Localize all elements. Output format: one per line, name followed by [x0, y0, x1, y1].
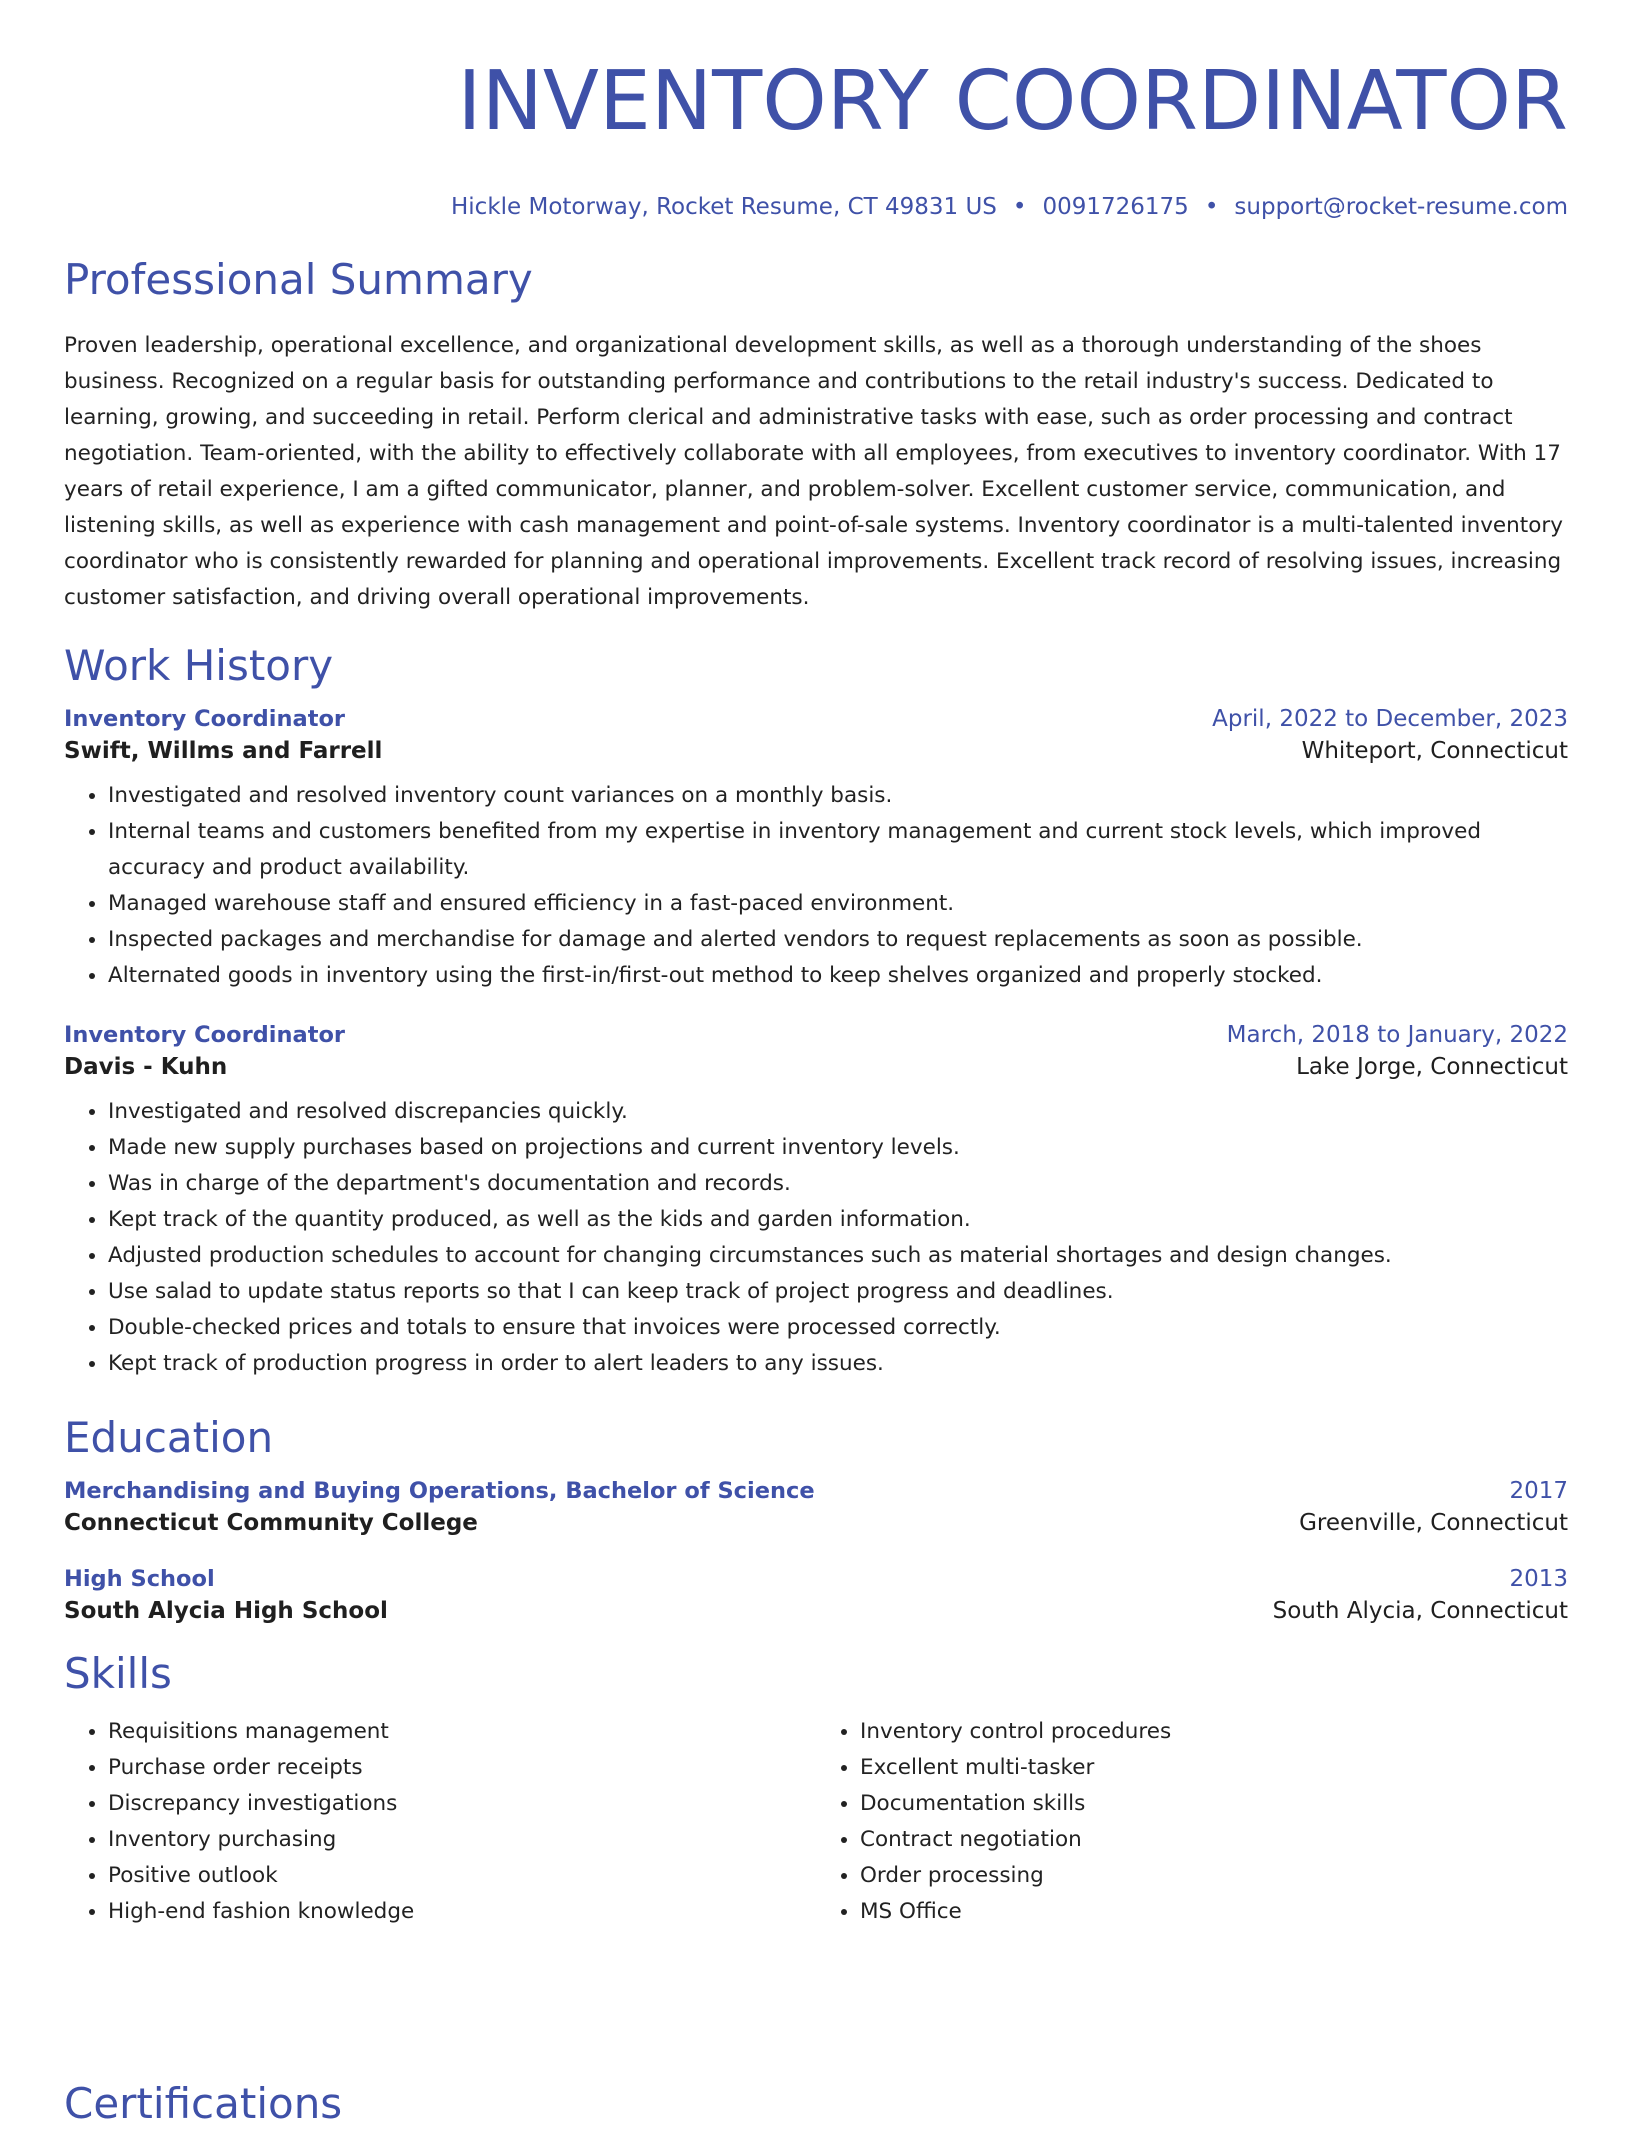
skill-item: • Order processing	[860, 1858, 1568, 1894]
contact-separator: •	[1204, 194, 1219, 220]
skill-item: • Inventory control procedures	[860, 1714, 1568, 1750]
list-item: • Adjusted production schedules to account for changing circumstances such as material shortages and design changes.	[108, 1238, 1568, 1274]
skill-item: • Purchase order receipts	[108, 1750, 816, 1786]
list-item: • Inspected packages and merchandise for damage and alerted vendors to request replacements as soon as possible.	[108, 922, 1568, 958]
contact-address: Hickle Motorway, Rocket Resume, CT 49831 US	[450, 194, 997, 220]
education-subheader	[64, 1598, 1568, 1624]
skill-item: • Inventory purchasing	[108, 1822, 816, 1858]
list-item: • Double-checked prices and totals to ensure that invoices were processed correctly.	[108, 1310, 1568, 1346]
summary-heading: Professional Summary	[64, 255, 533, 304]
list-item: • Use salad to update status reports so that I can keep track of project progress and deadlines.	[108, 1274, 1568, 1310]
contact-phone[interactable]: 0091726175	[1042, 194, 1189, 220]
contact-line	[64, 192, 1568, 222]
job-entry	[64, 1022, 1568, 1382]
skills-columns	[64, 1714, 1568, 1930]
skill-item: • Documentation skills	[860, 1786, 1568, 1822]
education-heading: Education	[64, 1413, 274, 1462]
job-bullets	[64, 778, 1568, 994]
skill-item: • Excellent multi-tasker	[860, 1750, 1568, 1786]
list-item: • Kept track of production progress in order to alert leaders to any issues.	[108, 1346, 1568, 1382]
job-location: Lake Jorge, Connecticut	[1296, 1054, 1568, 1080]
education-year: 2013	[1509, 1566, 1568, 1592]
job-subheader	[64, 738, 1568, 764]
job-dates: April, 2022 to December, 2023	[1212, 706, 1568, 732]
list-item: • Internal teams and customers benefited from my expertise in inventory management and current stock levels, which improved accuracy and product availability.	[108, 814, 1568, 886]
list-item: • Alternated goods in inventory using the first-in/first-out method to keep shelves organized and properly stocked.	[108, 958, 1568, 994]
job-company: Swift, Willms and Farrell	[64, 738, 383, 764]
job-header	[64, 706, 1568, 732]
list-item: • Was in charge of the department's documentation and records.	[108, 1166, 1568, 1202]
certifications-heading: Certifications	[64, 2079, 343, 2128]
list-item: • Made new supply purchases based on projections and current inventory levels.	[108, 1130, 1568, 1166]
contact-separator: •	[1012, 194, 1027, 220]
education-subheader	[64, 1510, 1568, 1536]
list-item: • Kept track of the quantity produced, as well as the kids and garden information.	[108, 1202, 1568, 1238]
education-degree: Merchandising and Buying Operations, Bachelor of Science	[64, 1478, 815, 1504]
job-entry	[64, 706, 1568, 994]
education-school: South Alycia High School	[64, 1598, 388, 1624]
education-degree: High School	[64, 1566, 215, 1592]
education-entry	[64, 1566, 1568, 1624]
education-header	[64, 1478, 1568, 1504]
list-item: • Investigated and resolved inventory count variances on a monthly basis.	[108, 778, 1568, 814]
education-year: 2017	[1509, 1478, 1568, 1504]
work-history-heading: Work History	[64, 641, 334, 690]
list-item: • Investigated and resolved discrepancies quickly.	[108, 1094, 1568, 1130]
skills-list-right	[816, 1714, 1568, 1930]
skill-item: • Contract negotiation	[860, 1822, 1568, 1858]
skill-item: • Discrepancy investigations	[108, 1786, 816, 1822]
job-dates: March, 2018 to January, 2022	[1226, 1022, 1568, 1048]
education-header	[64, 1566, 1568, 1592]
job-company: Davis - Kuhn	[64, 1054, 228, 1080]
skill-item: • High-end fashion knowledge	[108, 1894, 816, 1930]
job-header	[64, 1022, 1568, 1048]
job-title: Inventory Coordinator	[64, 706, 345, 732]
job-bullets	[64, 1094, 1568, 1382]
job-location: Whiteport, Connecticut	[1301, 738, 1568, 764]
contact-email[interactable]: support@rocket-resume.com	[1234, 194, 1568, 220]
skills-heading: Skills	[64, 1649, 172, 1698]
education-school: Connecticut Community College	[64, 1510, 478, 1536]
skill-item: • MS Office	[860, 1894, 1568, 1930]
skills-list-left	[64, 1714, 816, 1930]
education-entry	[64, 1478, 1568, 1536]
skill-item: • Positive outlook	[108, 1858, 816, 1894]
education-location: Greenville, Connecticut	[1299, 1510, 1568, 1536]
summary-text: Proven leadership, operational excellence, and organizational development skills, as well as a thorough understanding of the shoes business. Recognized on a regular basis for outstanding performance and contributions to the retail industry's success. Dedicated to learning, growing, and succeeding in retail. Perform clerical and administrative tasks with ease, such as order processing and contract negotiation. Team-oriented, with the ability to effectively collaborate with all employees, from executives to inventory coordinator. With 17 years of retail experience, I am a gifted communicator, planner, and problem-solver. Excellent customer service, communication, and listening skills, as well as experience with cash management and point-of-sale systems. Inventory coordinator is a multi-talented inventory coordinator who is consistently rewarded for planning and operational improvements. Excellent track record of resolving issues, increasing customer satisfaction, and driving overall operational improvements.	[64, 333, 1563, 610]
list-item: • Managed warehouse staff and ensured efficiency in a fast-paced environment.	[108, 886, 1568, 922]
job-subheader	[64, 1054, 1568, 1080]
education-location: South Alycia, Connecticut	[1272, 1598, 1568, 1624]
job-title: Inventory Coordinator	[64, 1022, 345, 1048]
skill-item: • Requisitions management	[108, 1714, 816, 1750]
page-title: INVENTORY COORDINATOR	[457, 54, 1568, 149]
